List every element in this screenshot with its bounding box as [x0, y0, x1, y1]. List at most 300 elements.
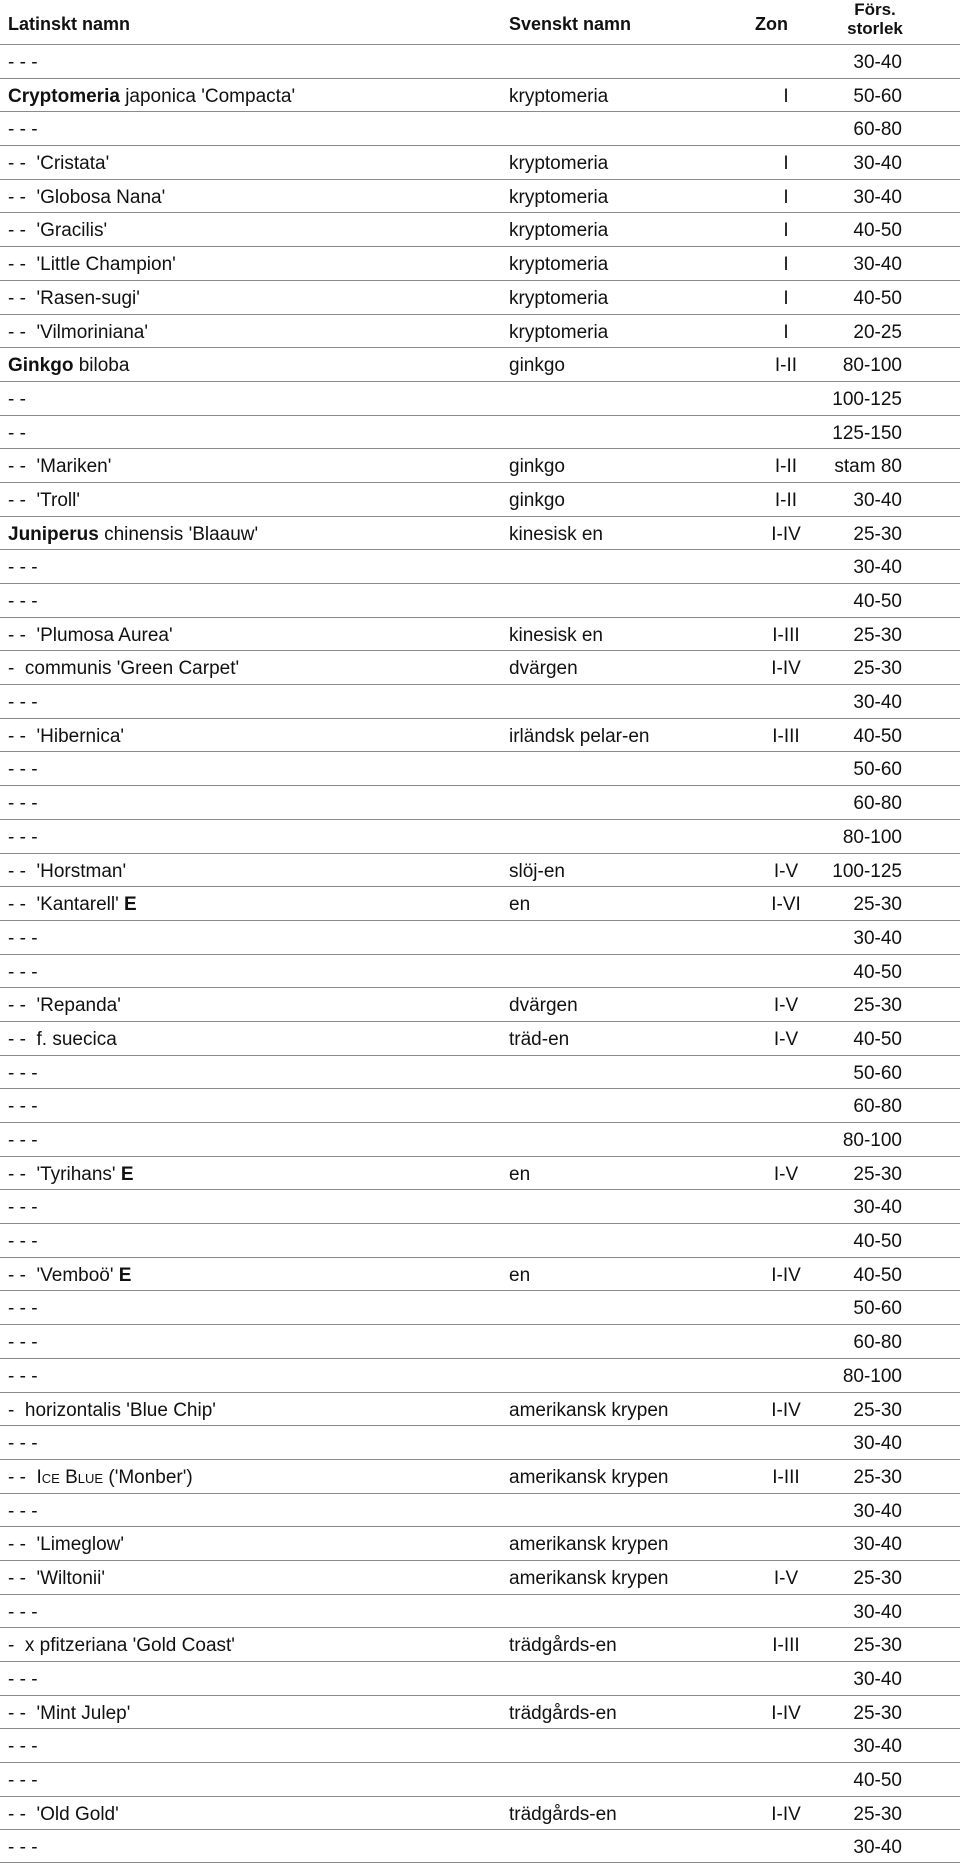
size-cell: 25-30	[853, 1399, 902, 1421]
latin-name-cell	[8, 894, 137, 916]
table-row	[0, 785, 960, 819]
zone-cell: I-III	[772, 1466, 800, 1488]
table-row	[0, 212, 960, 246]
species-name: 'Repanda'	[36, 995, 121, 1017]
latin-name-cell	[8, 1063, 38, 1085]
row-prefix: - -	[8, 1567, 37, 1589]
species-name: 'Globosa Nana'	[36, 186, 166, 208]
table-row	[0, 482, 960, 516]
species-name: 'Hibernica'	[36, 725, 125, 747]
zone-cell: I-V	[773, 1028, 799, 1050]
size-cell: 30-40	[853, 186, 902, 208]
latin-name-cell	[8, 557, 38, 579]
species-name: f. suecica	[36, 1028, 117, 1050]
swedish-name-cell: kryptomeria	[509, 85, 609, 107]
column-header-swedish: Svenskt namn	[509, 14, 632, 34]
latin-name-cell	[8, 1265, 131, 1287]
species-name: 'Old Gold'	[36, 1803, 119, 1825]
species-name: 'Rasen-sugi'	[36, 287, 140, 309]
latin-name-cell	[8, 658, 239, 680]
row-prefix: - - -	[8, 1130, 38, 1151]
row-prefix: - -	[8, 860, 37, 882]
latin-name-cell	[8, 1433, 38, 1455]
size-cell: 80-100	[842, 1130, 902, 1151]
size-cell: 30-40	[853, 1534, 902, 1556]
row-prefix: - - -	[8, 1601, 38, 1623]
row-prefix: - -	[8, 1028, 37, 1050]
row-prefix: - -	[8, 1163, 37, 1185]
latin-name-cell	[8, 1298, 38, 1320]
table-row	[0, 684, 960, 718]
table-row	[0, 1661, 960, 1695]
table-row	[0, 1728, 960, 1762]
cultivar-trade-name: Ice Blue	[36, 1466, 104, 1488]
latin-name-cell	[8, 187, 165, 209]
zone-cell: I-V	[773, 860, 799, 882]
size-cell: 60-80	[853, 119, 902, 141]
e-mark: E	[118, 1264, 132, 1286]
latin-name-cell	[8, 1332, 38, 1354]
species-name: 'Vemboö'	[36, 1264, 119, 1286]
size-cell: 25-30	[853, 1803, 902, 1825]
size-cell: 80-100	[842, 1365, 902, 1387]
table-row	[0, 78, 960, 112]
swedish-name-cell: trädgårds-en	[509, 1702, 617, 1724]
zone-cell: I-IV	[771, 1399, 801, 1421]
latin-name-cell	[8, 490, 80, 512]
size-cell: 25-30	[853, 523, 902, 545]
species-name: 'Troll'	[36, 489, 80, 511]
row-prefix: - -	[8, 321, 37, 343]
zone-cell: I	[783, 186, 789, 208]
row-prefix: - - -	[8, 1669, 38, 1690]
species-name: 'Wiltonii'	[36, 1567, 105, 1589]
table-row	[0, 1122, 960, 1156]
zone-cell: I	[783, 254, 789, 276]
table-row	[0, 987, 960, 1021]
size-cell: 25-30	[853, 624, 902, 646]
zone-cell: I	[783, 153, 789, 175]
latin-name-cell	[8, 220, 107, 242]
size-cell: 25-30	[853, 1635, 902, 1657]
latin-name-cell	[8, 793, 38, 815]
size-cell: 80-100	[842, 355, 902, 377]
size-cell: 40-50	[853, 1770, 902, 1792]
size-cell: 30-40	[853, 489, 902, 511]
e-mark: E	[120, 1163, 134, 1185]
table-row	[0, 920, 960, 954]
size-cell: 25-30	[853, 995, 902, 1017]
row-prefix: - - -	[8, 927, 38, 949]
table-row	[0, 1459, 960, 1493]
latin-name-cell	[8, 1501, 38, 1523]
zone-cell: I-IV	[771, 658, 801, 680]
swedish-name-cell: trädgårds-en	[509, 1635, 617, 1657]
latin-name-cell	[8, 524, 258, 546]
zone-cell: I-IV	[771, 523, 801, 545]
size-cell: 40-50	[853, 961, 902, 983]
latin-name-cell	[8, 1770, 38, 1792]
table-row	[0, 1189, 960, 1223]
column-header-size-line2: storlek	[847, 19, 903, 38]
size-cell: 40-50	[853, 1231, 902, 1253]
zone-cell: I	[783, 287, 789, 309]
latin-name-cell	[8, 928, 38, 950]
size-cell: 80-100	[842, 826, 902, 848]
zone-cell: I	[783, 85, 789, 107]
table-row	[0, 1796, 960, 1830]
species-name: 'Tyrihans'	[36, 1163, 121, 1185]
row-prefix: - - -	[8, 1231, 38, 1253]
row-prefix: -	[8, 1399, 25, 1421]
size-cell: 25-30	[853, 1702, 902, 1724]
column-header-zone: Zon	[755, 14, 788, 34]
genus-name: Ginkgo	[8, 355, 74, 377]
latin-name-cell	[8, 1736, 38, 1758]
latin-name-cell	[8, 995, 121, 1017]
row-prefix: - -	[8, 489, 37, 511]
table-header	[0, 0, 960, 38]
table-row	[0, 145, 960, 179]
latin-name-cell	[8, 625, 173, 647]
latin-name-cell	[8, 423, 26, 445]
row-prefix: - - -	[8, 52, 38, 73]
swedish-name-cell: slöj-en	[509, 860, 565, 882]
species-name-suffix: ('Monber')	[103, 1466, 193, 1488]
species-name: 'Plumosa Aurea'	[36, 624, 173, 646]
table-row	[0, 751, 960, 785]
table-row	[0, 1257, 960, 1291]
table-row	[0, 718, 960, 752]
size-cell: 40-50	[853, 725, 902, 747]
latin-name-cell	[8, 288, 140, 310]
swedish-name-cell: amerikansk krypen	[509, 1399, 669, 1421]
row-prefix: - -	[8, 1702, 37, 1724]
size-cell: 25-30	[853, 894, 902, 916]
zone-cell: I-II	[774, 355, 798, 377]
size-cell: 30-40	[853, 1500, 902, 1522]
latin-name-cell	[8, 389, 26, 411]
row-prefix: - -	[8, 287, 37, 309]
size-cell: 50-60	[853, 85, 902, 107]
swedish-name-cell: ginkgo	[509, 355, 565, 377]
species-name: horizontalis 'Blue Chip'	[24, 1399, 216, 1421]
table-row	[0, 1560, 960, 1594]
row-prefix: - -	[8, 422, 26, 444]
table-row	[0, 381, 960, 415]
table-row	[0, 1695, 960, 1729]
table-row	[0, 954, 960, 988]
size-cell: 50-60	[853, 1062, 902, 1084]
table-row	[0, 583, 960, 617]
latin-name-cell	[8, 591, 38, 613]
zone-cell: I-IV	[771, 1803, 801, 1825]
row-prefix: - - -	[8, 793, 38, 815]
size-cell: 30-40	[853, 1669, 902, 1690]
latin-name-cell	[8, 861, 126, 883]
swedish-name-cell: en	[509, 1264, 531, 1286]
row-prefix: - -	[8, 456, 37, 478]
row-prefix: - - -	[8, 1298, 38, 1320]
zone-cell: I-III	[772, 624, 800, 646]
swedish-name-cell: kinesisk en	[509, 523, 603, 545]
table-row	[0, 111, 960, 145]
latin-name-cell	[8, 1568, 105, 1590]
latin-name-cell	[8, 1467, 193, 1489]
row-prefix: - - -	[8, 1096, 38, 1118]
column-header-size-line1: Förs.	[854, 0, 896, 19]
species-name: japonica 'Compacta'	[119, 85, 296, 107]
table-row	[0, 44, 960, 78]
latin-name-cell	[8, 119, 38, 141]
row-prefix: - -	[8, 1803, 37, 1825]
species-name: chinensis 'Blaauw'	[98, 523, 259, 545]
table-row	[0, 819, 960, 853]
table-row	[0, 1493, 960, 1527]
size-cell: 30-40	[853, 557, 902, 579]
table-row	[0, 415, 960, 449]
table-row	[0, 617, 960, 651]
table-row	[0, 1425, 960, 1459]
swedish-name-cell: kryptomeria	[509, 321, 609, 343]
size-cell: 30-40	[853, 1736, 902, 1758]
swedish-name-cell: en	[509, 1163, 531, 1185]
table-row	[0, 516, 960, 550]
latin-name-cell	[8, 1635, 235, 1657]
latin-name-cell	[8, 1534, 124, 1556]
table-row	[0, 1526, 960, 1560]
row-prefix: - -	[8, 1534, 37, 1556]
table-row	[0, 280, 960, 314]
swedish-name-cell: dvärgen	[509, 658, 578, 680]
table-row	[0, 1021, 960, 1055]
swedish-name-cell: ginkgo	[509, 456, 565, 478]
table-row	[0, 886, 960, 920]
swedish-name-cell: amerikansk krypen	[509, 1567, 669, 1589]
row-prefix: - - -	[8, 1332, 38, 1354]
size-cell: 30-40	[853, 153, 902, 175]
zone-cell: I-V	[773, 1163, 799, 1185]
species-name: biloba	[73, 355, 130, 377]
table-row	[0, 1324, 960, 1358]
species-name: 'Little Champion'	[36, 254, 176, 276]
size-cell: 30-40	[853, 692, 902, 714]
size-cell: 50-60	[853, 759, 902, 781]
size-cell: 40-50	[853, 1264, 902, 1286]
zone-cell: I-V	[773, 995, 799, 1017]
row-prefix: - -	[8, 153, 37, 175]
row-prefix: - - -	[8, 961, 38, 983]
size-cell: 60-80	[853, 793, 902, 815]
row-prefix: - - -	[8, 557, 38, 579]
size-cell: 25-30	[853, 1163, 902, 1185]
row-prefix: - -	[8, 725, 37, 747]
swedish-name-cell: irländsk pelar-en	[509, 725, 650, 747]
size-cell: 100-125	[832, 860, 902, 882]
latin-name-cell	[8, 1096, 38, 1118]
size-cell: 40-50	[853, 1028, 902, 1050]
row-prefix: - -	[8, 186, 37, 208]
species-name: communis 'Green Carpet'	[24, 658, 240, 680]
table-row	[0, 549, 960, 583]
row-prefix: - - -	[8, 1736, 38, 1758]
latin-name-cell	[8, 254, 176, 276]
table-row	[0, 1829, 960, 1863]
row-prefix: - -	[8, 1264, 37, 1286]
genus-name: Cryptomeria	[8, 85, 120, 107]
latin-name-cell	[8, 322, 148, 344]
size-cell: 40-50	[853, 287, 902, 309]
size-cell: stam 80	[834, 456, 902, 478]
table-row	[0, 1055, 960, 1089]
latin-name-cell	[8, 86, 295, 108]
row-prefix: - - -	[8, 759, 38, 781]
latin-name-cell	[8, 1602, 38, 1624]
size-cell: 30-40	[853, 1197, 902, 1219]
plant-table-body	[0, 44, 960, 1863]
swedish-name-cell: kryptomeria	[509, 186, 609, 208]
column-header-size	[847, 0, 903, 38]
row-prefix: - - -	[8, 1062, 38, 1084]
table-row	[0, 1358, 960, 1392]
size-cell: 25-30	[853, 1567, 902, 1589]
row-prefix: - -	[8, 624, 37, 646]
row-prefix: - -	[8, 894, 37, 916]
zone-cell: I	[783, 321, 789, 343]
swedish-name-cell: kryptomeria	[509, 287, 609, 309]
latin-name-cell	[8, 456, 111, 478]
latin-name-cell	[8, 962, 38, 984]
size-cell: 60-80	[853, 1332, 902, 1354]
table-row	[0, 1290, 960, 1324]
swedish-name-cell: en	[509, 894, 531, 916]
row-prefix: - - -	[8, 692, 38, 714]
table-row	[0, 347, 960, 381]
genus-name: Juniperus	[8, 523, 99, 545]
table-row	[0, 1627, 960, 1661]
size-cell: 100-125	[832, 388, 902, 410]
row-prefix: - - -	[8, 1500, 38, 1522]
swedish-name-cell: amerikansk krypen	[509, 1466, 669, 1488]
latin-name-cell	[8, 692, 38, 714]
table-row	[0, 1762, 960, 1796]
row-prefix: - -	[8, 1466, 37, 1488]
row-prefix: - - -	[8, 1197, 38, 1219]
row-prefix: - - -	[8, 119, 38, 141]
table-row	[0, 1156, 960, 1190]
table-row	[0, 448, 960, 482]
table-row	[0, 650, 960, 684]
latin-name-cell	[8, 827, 38, 849]
latin-name-cell	[8, 1837, 38, 1859]
size-cell: 50-60	[853, 1298, 902, 1320]
species-name: 'Gracilis'	[36, 220, 108, 242]
species-name: 'Horstman'	[36, 860, 127, 882]
zone-cell: I	[783, 220, 789, 242]
e-mark: E	[124, 894, 137, 916]
size-cell: 40-50	[853, 220, 902, 242]
row-prefix: -	[8, 1635, 25, 1657]
size-cell: 30-40	[853, 1837, 902, 1859]
latin-name-cell	[8, 1669, 38, 1691]
size-cell: 30-40	[853, 1433, 902, 1455]
species-name: 'Vilmoriniana'	[36, 321, 148, 343]
species-name: 'Limeglow'	[36, 1534, 125, 1556]
latin-name-cell	[8, 1164, 134, 1186]
size-cell: 30-40	[853, 927, 902, 949]
row-prefix: - -	[8, 388, 26, 410]
swedish-name-cell: kryptomeria	[509, 220, 609, 242]
row-prefix: - - -	[8, 1770, 38, 1792]
row-prefix: - - -	[8, 1365, 38, 1387]
species-name: 'Cristata'	[36, 153, 110, 175]
table-row	[0, 1594, 960, 1628]
species-name: 'Mariken'	[36, 456, 112, 478]
swedish-name-cell: dvärgen	[509, 995, 578, 1017]
latin-name-cell	[8, 1400, 216, 1422]
size-cell: 40-50	[853, 591, 902, 612]
table-row	[0, 853, 960, 887]
size-cell: 60-80	[853, 1096, 902, 1118]
latin-name-cell	[8, 1029, 117, 1051]
row-prefix: - - -	[8, 1433, 38, 1455]
table-row	[0, 246, 960, 280]
swedish-name-cell: kryptomeria	[509, 153, 609, 175]
zone-cell: I-II	[774, 489, 798, 511]
size-cell: 20-25	[853, 321, 902, 343]
zone-cell: I-VI	[771, 894, 801, 916]
swedish-name-cell: ginkgo	[509, 489, 565, 511]
column-header-latin: Latinskt namn	[8, 14, 131, 34]
table-row	[0, 179, 960, 213]
swedish-name-cell: kinesisk en	[509, 624, 603, 646]
size-cell: 30-40	[853, 52, 902, 73]
size-cell: 30-40	[853, 1601, 902, 1623]
row-prefix: - -	[8, 220, 37, 242]
zone-cell: I-IV	[771, 1264, 801, 1286]
size-cell: 25-30	[853, 658, 902, 680]
zone-cell: I-V	[773, 1567, 799, 1589]
size-cell: 125-150	[832, 422, 902, 444]
latin-name-cell	[8, 1703, 130, 1725]
latin-name-cell	[8, 1130, 38, 1152]
latin-name-cell	[8, 1197, 38, 1219]
latin-name-cell	[8, 1231, 38, 1253]
size-cell: 25-30	[853, 1466, 902, 1488]
latin-name-cell	[8, 1366, 38, 1388]
latin-name-cell	[8, 153, 109, 175]
latin-name-cell	[8, 1804, 119, 1826]
table-row	[0, 314, 960, 348]
zone-cell: I-III	[772, 725, 800, 747]
row-prefix: - - -	[8, 826, 38, 848]
latin-name-cell	[8, 355, 129, 377]
row-prefix: -	[8, 658, 25, 680]
swedish-name-cell: kryptomeria	[509, 254, 609, 276]
row-prefix: - - -	[8, 591, 38, 612]
zone-cell: I-IV	[771, 1702, 801, 1724]
row-prefix: - - -	[8, 1837, 38, 1859]
species-name: x pfitzeriana 'Gold Coast'	[24, 1635, 235, 1657]
table-row	[0, 1392, 960, 1426]
table-row	[0, 1088, 960, 1122]
swedish-name-cell: träd-en	[509, 1028, 570, 1050]
size-cell: 30-40	[853, 254, 902, 276]
table-row	[0, 1223, 960, 1257]
swedish-name-cell: trädgårds-en	[509, 1803, 617, 1825]
row-prefix: - -	[8, 995, 37, 1017]
latin-name-cell	[8, 52, 38, 74]
